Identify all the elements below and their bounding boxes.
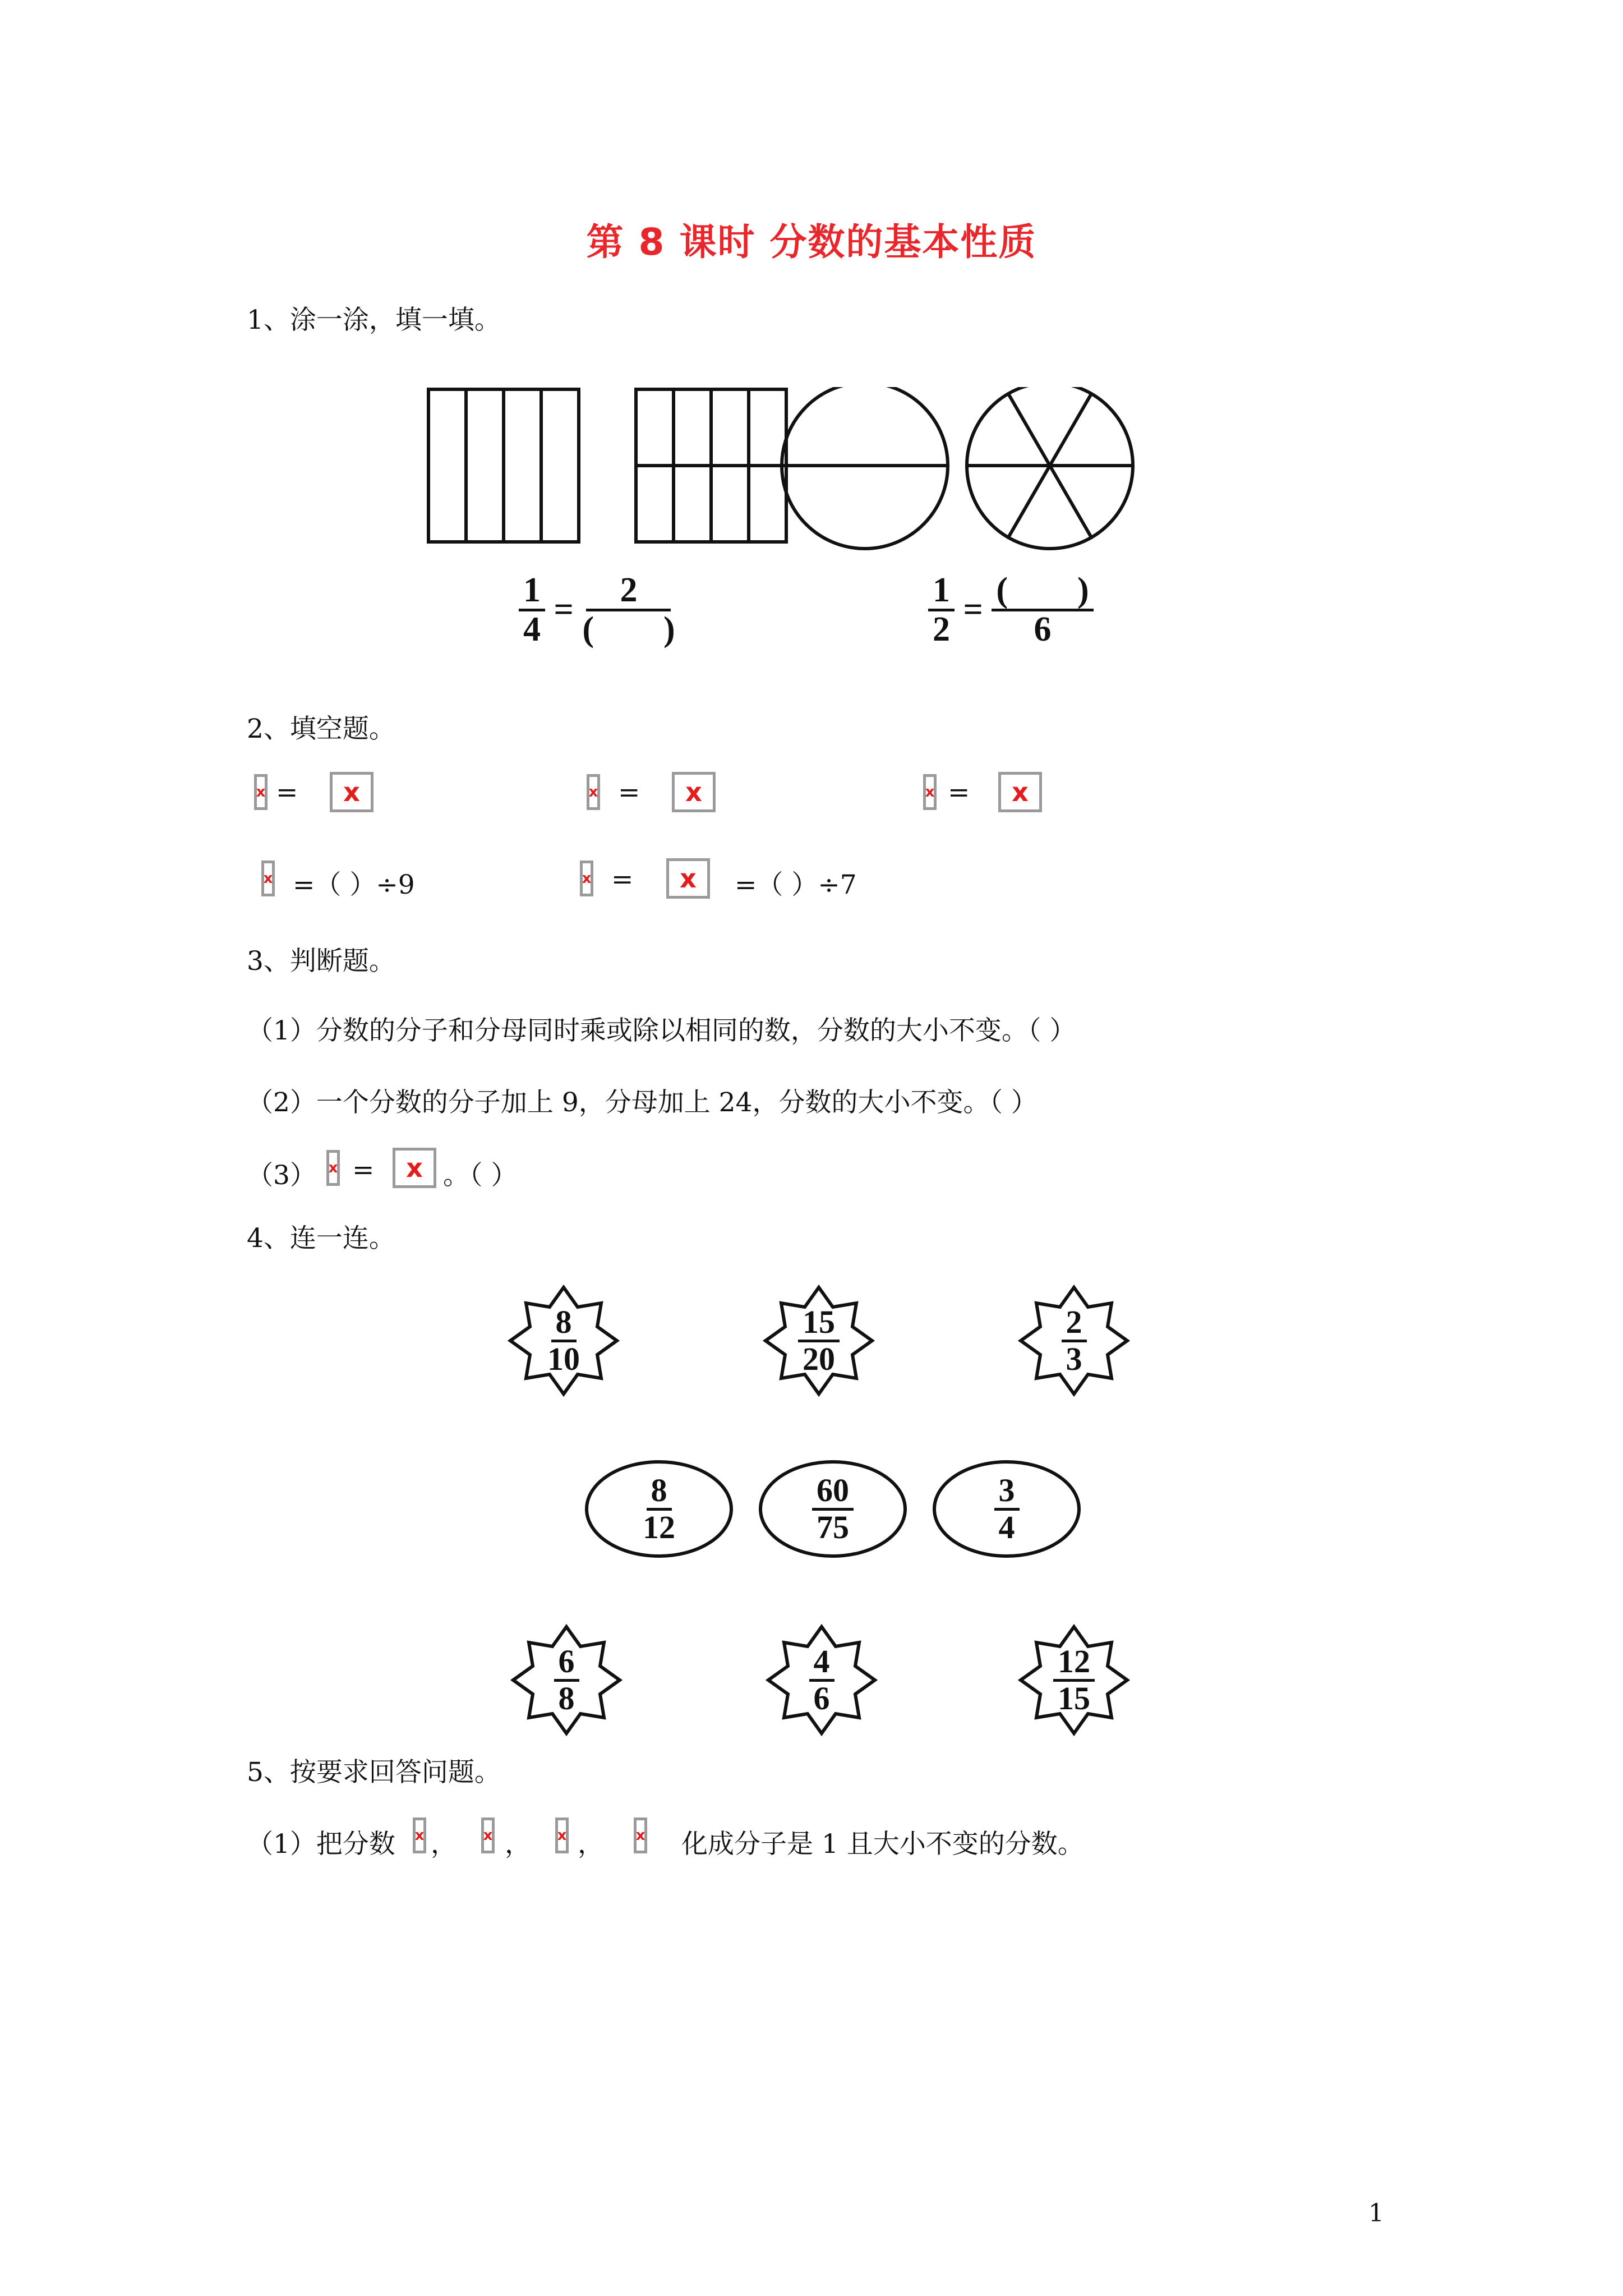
broken-image-icon: x (326, 1150, 340, 1186)
broken-image-icon: x (413, 1818, 426, 1853)
answer-blank[interactable]: ( ) (582, 610, 675, 649)
star-card[interactable]: 4 6 (766, 1624, 878, 1736)
q3-item-3-prefix: （3） (247, 1160, 316, 1191)
broken-image-icon: x (923, 774, 937, 810)
equals-sign: = (611, 864, 634, 895)
fraction: 2 ( ) (582, 571, 675, 649)
equals-sign: = (276, 777, 298, 808)
oval-card[interactable]: 60 75 (757, 1458, 909, 1559)
star-card[interactable]: 6 8 (510, 1624, 623, 1736)
fraction: $\frac{1}{2}$ (928, 572, 955, 648)
star-card[interactable]: 2 3 (1018, 1285, 1130, 1397)
oval-card[interactable]: 3 4 (931, 1458, 1082, 1559)
equals-sign: = (948, 777, 970, 808)
broken-image-icon: x (481, 1818, 495, 1853)
page-title: 第 8 课时 分数的基本性质 (586, 220, 1037, 264)
q1-heading: 1、涂一涂，填一填。 (247, 305, 501, 335)
broken-image-icon: x (672, 772, 716, 812)
q2-heading: 2、填空题。 (247, 714, 395, 744)
q3-heading: 3、判断题。 (247, 946, 395, 977)
broken-image-icon: x (634, 1818, 647, 1853)
rect-8-parts (636, 389, 786, 542)
star-card[interactable]: 12 15 (1018, 1624, 1130, 1736)
rect-4-parts (428, 389, 579, 542)
page-number: 1 (1368, 2199, 1384, 2228)
q3-item-1: （1）分数的分子和分母同时乘或除以相同的数，分数的大小不变。（ ） (247, 1015, 1076, 1046)
q3-item-3-suffix: 。（ ） (443, 1160, 518, 1191)
oval-card[interactable]: 8 12 (583, 1458, 735, 1559)
q5-item-1-suffix: 化成分子是 1 且大小不变的分数。 (681, 1829, 1084, 1860)
circle-6-parts (967, 387, 1133, 549)
q1-equation-left: $\frac{1}{4}$ = 2 ( ) (519, 572, 675, 648)
fraction: $\frac{1}{4}$ (519, 572, 545, 648)
q1-shapes (426, 387, 1223, 555)
broken-image-icon: x (580, 861, 593, 896)
star-card[interactable]: 8 10 (508, 1285, 620, 1397)
q4-heading: 4、连一连。 (247, 1223, 395, 1254)
broken-image-icon: x (998, 772, 1042, 812)
circle-2-parts (782, 387, 948, 549)
broken-image-icon: x (555, 1818, 569, 1853)
q3-item-2: （2）一个分数的分子加上 9，分母加上 24，分数的大小不变。（ ） (247, 1087, 1038, 1118)
comma: ， (578, 1829, 604, 1860)
equals-sign: = (618, 777, 640, 808)
q5-heading: 5、按要求回答问题。 (247, 1757, 501, 1788)
q1-equation-right: $\frac{1}{2}$ = ( ) 6 (928, 572, 1094, 648)
broken-image-icon: x (666, 858, 710, 899)
broken-image-icon: x (330, 772, 374, 812)
q2-div9-text: =（ ）÷9 (293, 869, 415, 900)
broken-image-icon: x (261, 861, 275, 896)
fraction: ( ) 6 (992, 572, 1093, 648)
comma: ， (505, 1829, 531, 1860)
comma: ， (431, 1829, 457, 1860)
q2-div7-text: =（ ）÷7 (735, 869, 857, 900)
broken-image-icon: x (587, 774, 600, 810)
equals-sign: = (352, 1154, 375, 1185)
broken-image-icon: x (254, 774, 268, 810)
answer-blank[interactable]: ( ) (992, 572, 1093, 611)
q5-item-1-prefix: （1）把分数 (247, 1829, 395, 1860)
broken-image-icon: x (393, 1148, 436, 1188)
star-card[interactable]: 15 20 (763, 1285, 875, 1397)
